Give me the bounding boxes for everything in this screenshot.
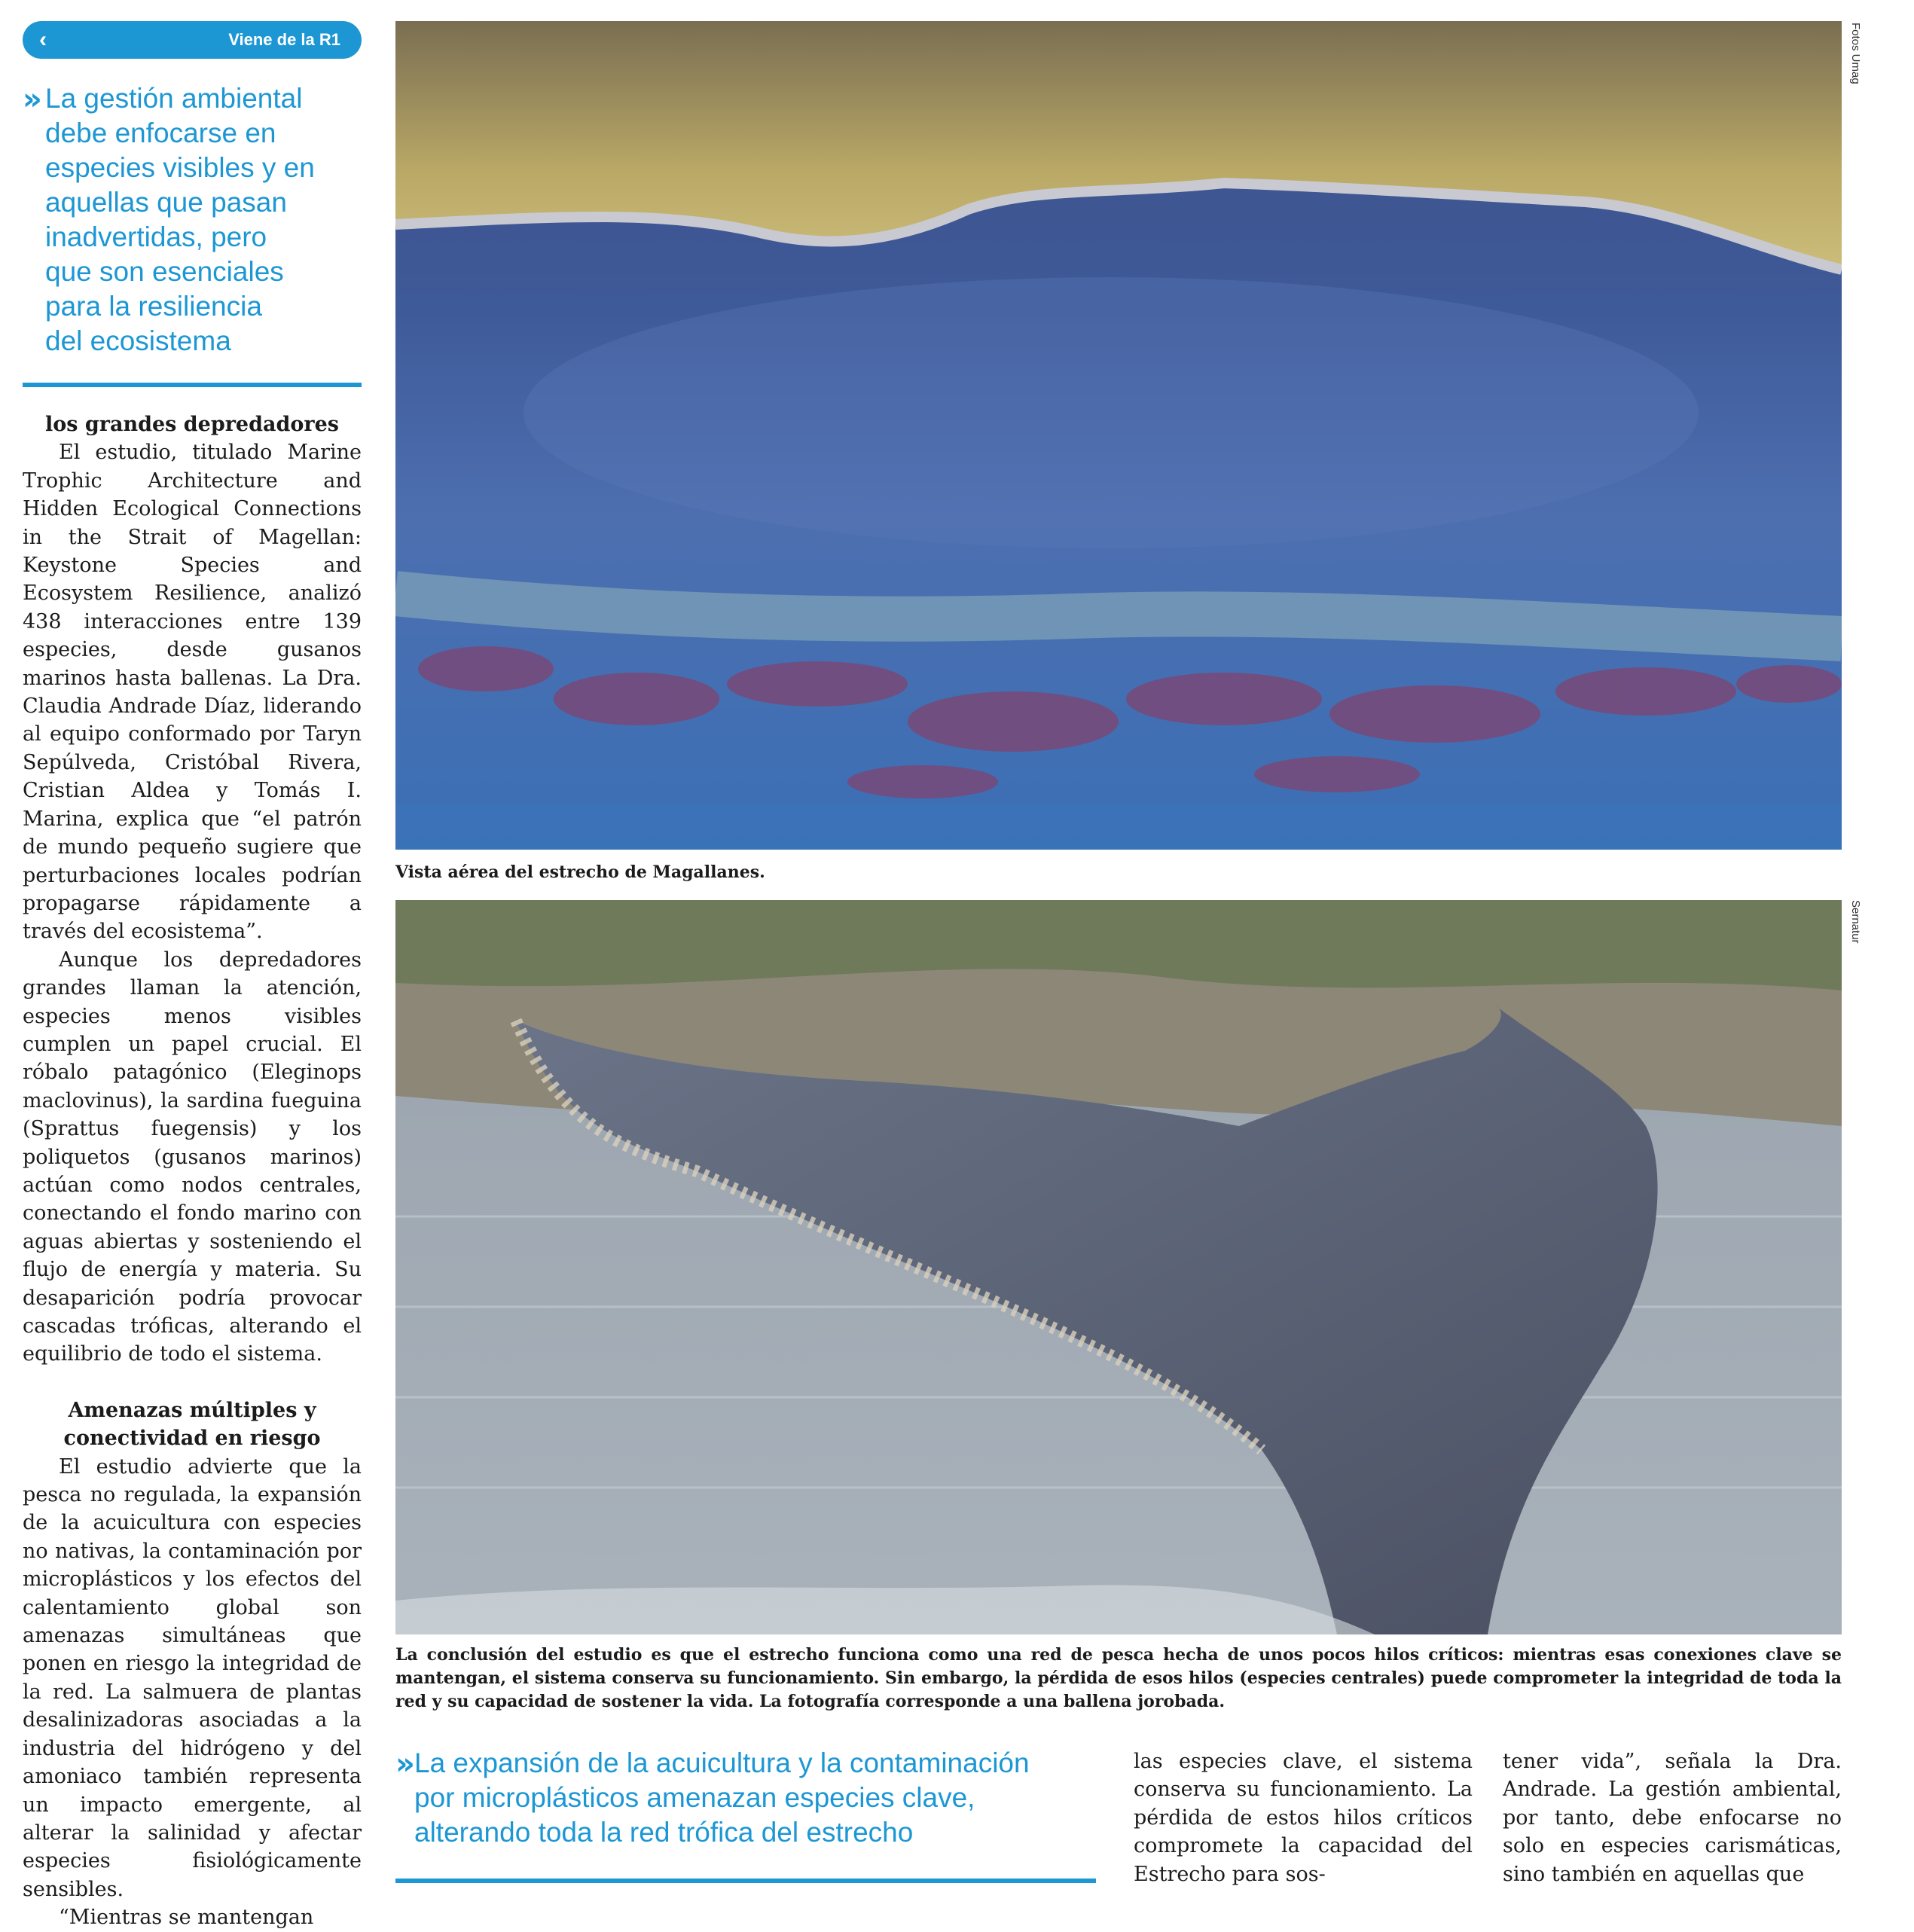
article-paragraph: “Mientras se mantengan bbox=[59, 1906, 314, 1930]
photo-credit: Fotos Umag bbox=[1849, 23, 1862, 84]
article-paragraph: Aunque los depredadores grandes llaman la atención, especies menos visibles cumplen un papel crucial. El róbalo patagónico (Eleginops maclovinus), la sardina fueguina (Sprattus fuegensis) y los poliquetos (gusanos marinos) actúan como nodos centrales, conectando el fondo marino con aguas abiertas y sosteniendo el flujo de energía y materia. Su desaparición podría provocar cascadas tróficas, alterando el equilibrio de todo el sistema. bbox=[23, 948, 362, 1366]
article-paragraph: tener vida”, señala la Dra. Andrade. La gestión ambiental, por tanto, debe enfocarse no solo en especies carismáticas, sino también en aquellas que bbox=[1503, 1750, 1842, 1886]
pull-quote-line: por microplásticos amenazan especies clave, bbox=[414, 1782, 975, 1813]
article-column-left bbox=[23, 411, 362, 1932]
pull-quote-2 bbox=[414, 1746, 1092, 1850]
pull-quote-line: especies visibles y en bbox=[45, 152, 315, 183]
section-heading-line: conectividad en riesgo bbox=[63, 1427, 321, 1451]
whale-tail-photo bbox=[395, 900, 1842, 1634]
divider-rule bbox=[23, 383, 362, 387]
article-paragraph: las especies clave, el sistema conserva su funcionamiento. La pérdida de estos hilos críticos compromete la capacidad del Estrecho para sos- bbox=[1134, 1750, 1473, 1886]
section-heading: los grandes depredadores bbox=[45, 413, 339, 436]
whale-tail-illustration bbox=[395, 900, 1842, 1634]
pull-quote-line: inadvertidas, pero bbox=[45, 221, 267, 252]
pull-quote-line: alterando toda la red trófica del estrecho bbox=[414, 1817, 914, 1848]
pull-quote-line: aquellas que pasan bbox=[45, 187, 287, 218]
photo-credit: Sernatur bbox=[1849, 900, 1862, 944]
divider-rule bbox=[395, 1879, 1096, 1883]
pull-quote-line: debe enfocarse en bbox=[45, 118, 276, 148]
article-column-bottom-2 bbox=[1503, 1747, 1842, 1888]
photo-caption: Vista aérea del estrecho de Magallanes. bbox=[395, 862, 765, 882]
article-column-bottom-1 bbox=[1134, 1747, 1473, 1888]
section-heading-line: Amenazas múltiples y bbox=[68, 1398, 316, 1422]
nav-pill-label: Viene de la R1 bbox=[228, 30, 340, 49]
photo-caption: La conclusión del estudio es que el estrecho funciona como una red de pesca hecha de unos pocos hilos críticos: mientras esas conexiones clave se mantengan, el sistema conserva su funcionamiento. Sin embargo, la pérdida de esos hilos (especies centrales) puede comprometer la integridad de toda la red y su capacidad de sostener la vida. La fotografía corresponde a una ballena jorobada. bbox=[395, 1645, 1842, 1711]
article-paragraph: El estudio, titulado Marine Trophic Architecture and Hidden Ecological Connections in the Strait of Magellan: Keystone Species and Ecosystem Resilience, analizó 438 interacciones entre 139 especies, desde gusanos marinos hasta ballenas. La Dra. Claudia Andrade Díaz, liderando al equipo conformado por Taryn Sepúlveda, Cristóbal Rivera, Cristian Aldea y Tomás I. Marina, explica que “el patrón de mundo pequeño sugiere que perturbaciones locales podrían propagarse rápidamente a través del ecosistema”. bbox=[23, 441, 362, 944]
pull-quote-line: que son esenciales bbox=[45, 256, 284, 287]
article-paragraph: El estudio advierte que la pesca no regulada, la expansión de la acuicultura con especies no nativas, la contaminación por microplásticos y los efectos del calentamiento global son amenazas simultáneas que ponen en riesgo la integridad de la red. La salmuera de plantas desalinizadoras asociadas a la industria del hidrógeno y del amoniaco también representa un impacto emergente, al alterar la salinidad y afectar especies fisiológicamente sensibles. bbox=[23, 1454, 362, 1901]
pull-quote-line: para la resiliencia bbox=[45, 291, 262, 322]
pull-quote-1 bbox=[45, 81, 362, 359]
aerial-photo-illustration bbox=[395, 21, 1842, 850]
pull-quote-line: La gestión ambiental bbox=[45, 83, 303, 114]
nav-pill-previous-page[interactable] bbox=[23, 21, 362, 59]
double-chevron-right-icon: » bbox=[395, 1747, 415, 1781]
aerial-photo-strait bbox=[395, 21, 1842, 850]
double-chevron-right-icon: » bbox=[23, 82, 42, 117]
chevron-left-icon: ‹ bbox=[39, 27, 47, 52]
pull-quote-line: La expansión de la acuicultura y la contaminación bbox=[414, 1747, 1030, 1778]
pull-quote-line: del ecosistema bbox=[45, 325, 231, 356]
